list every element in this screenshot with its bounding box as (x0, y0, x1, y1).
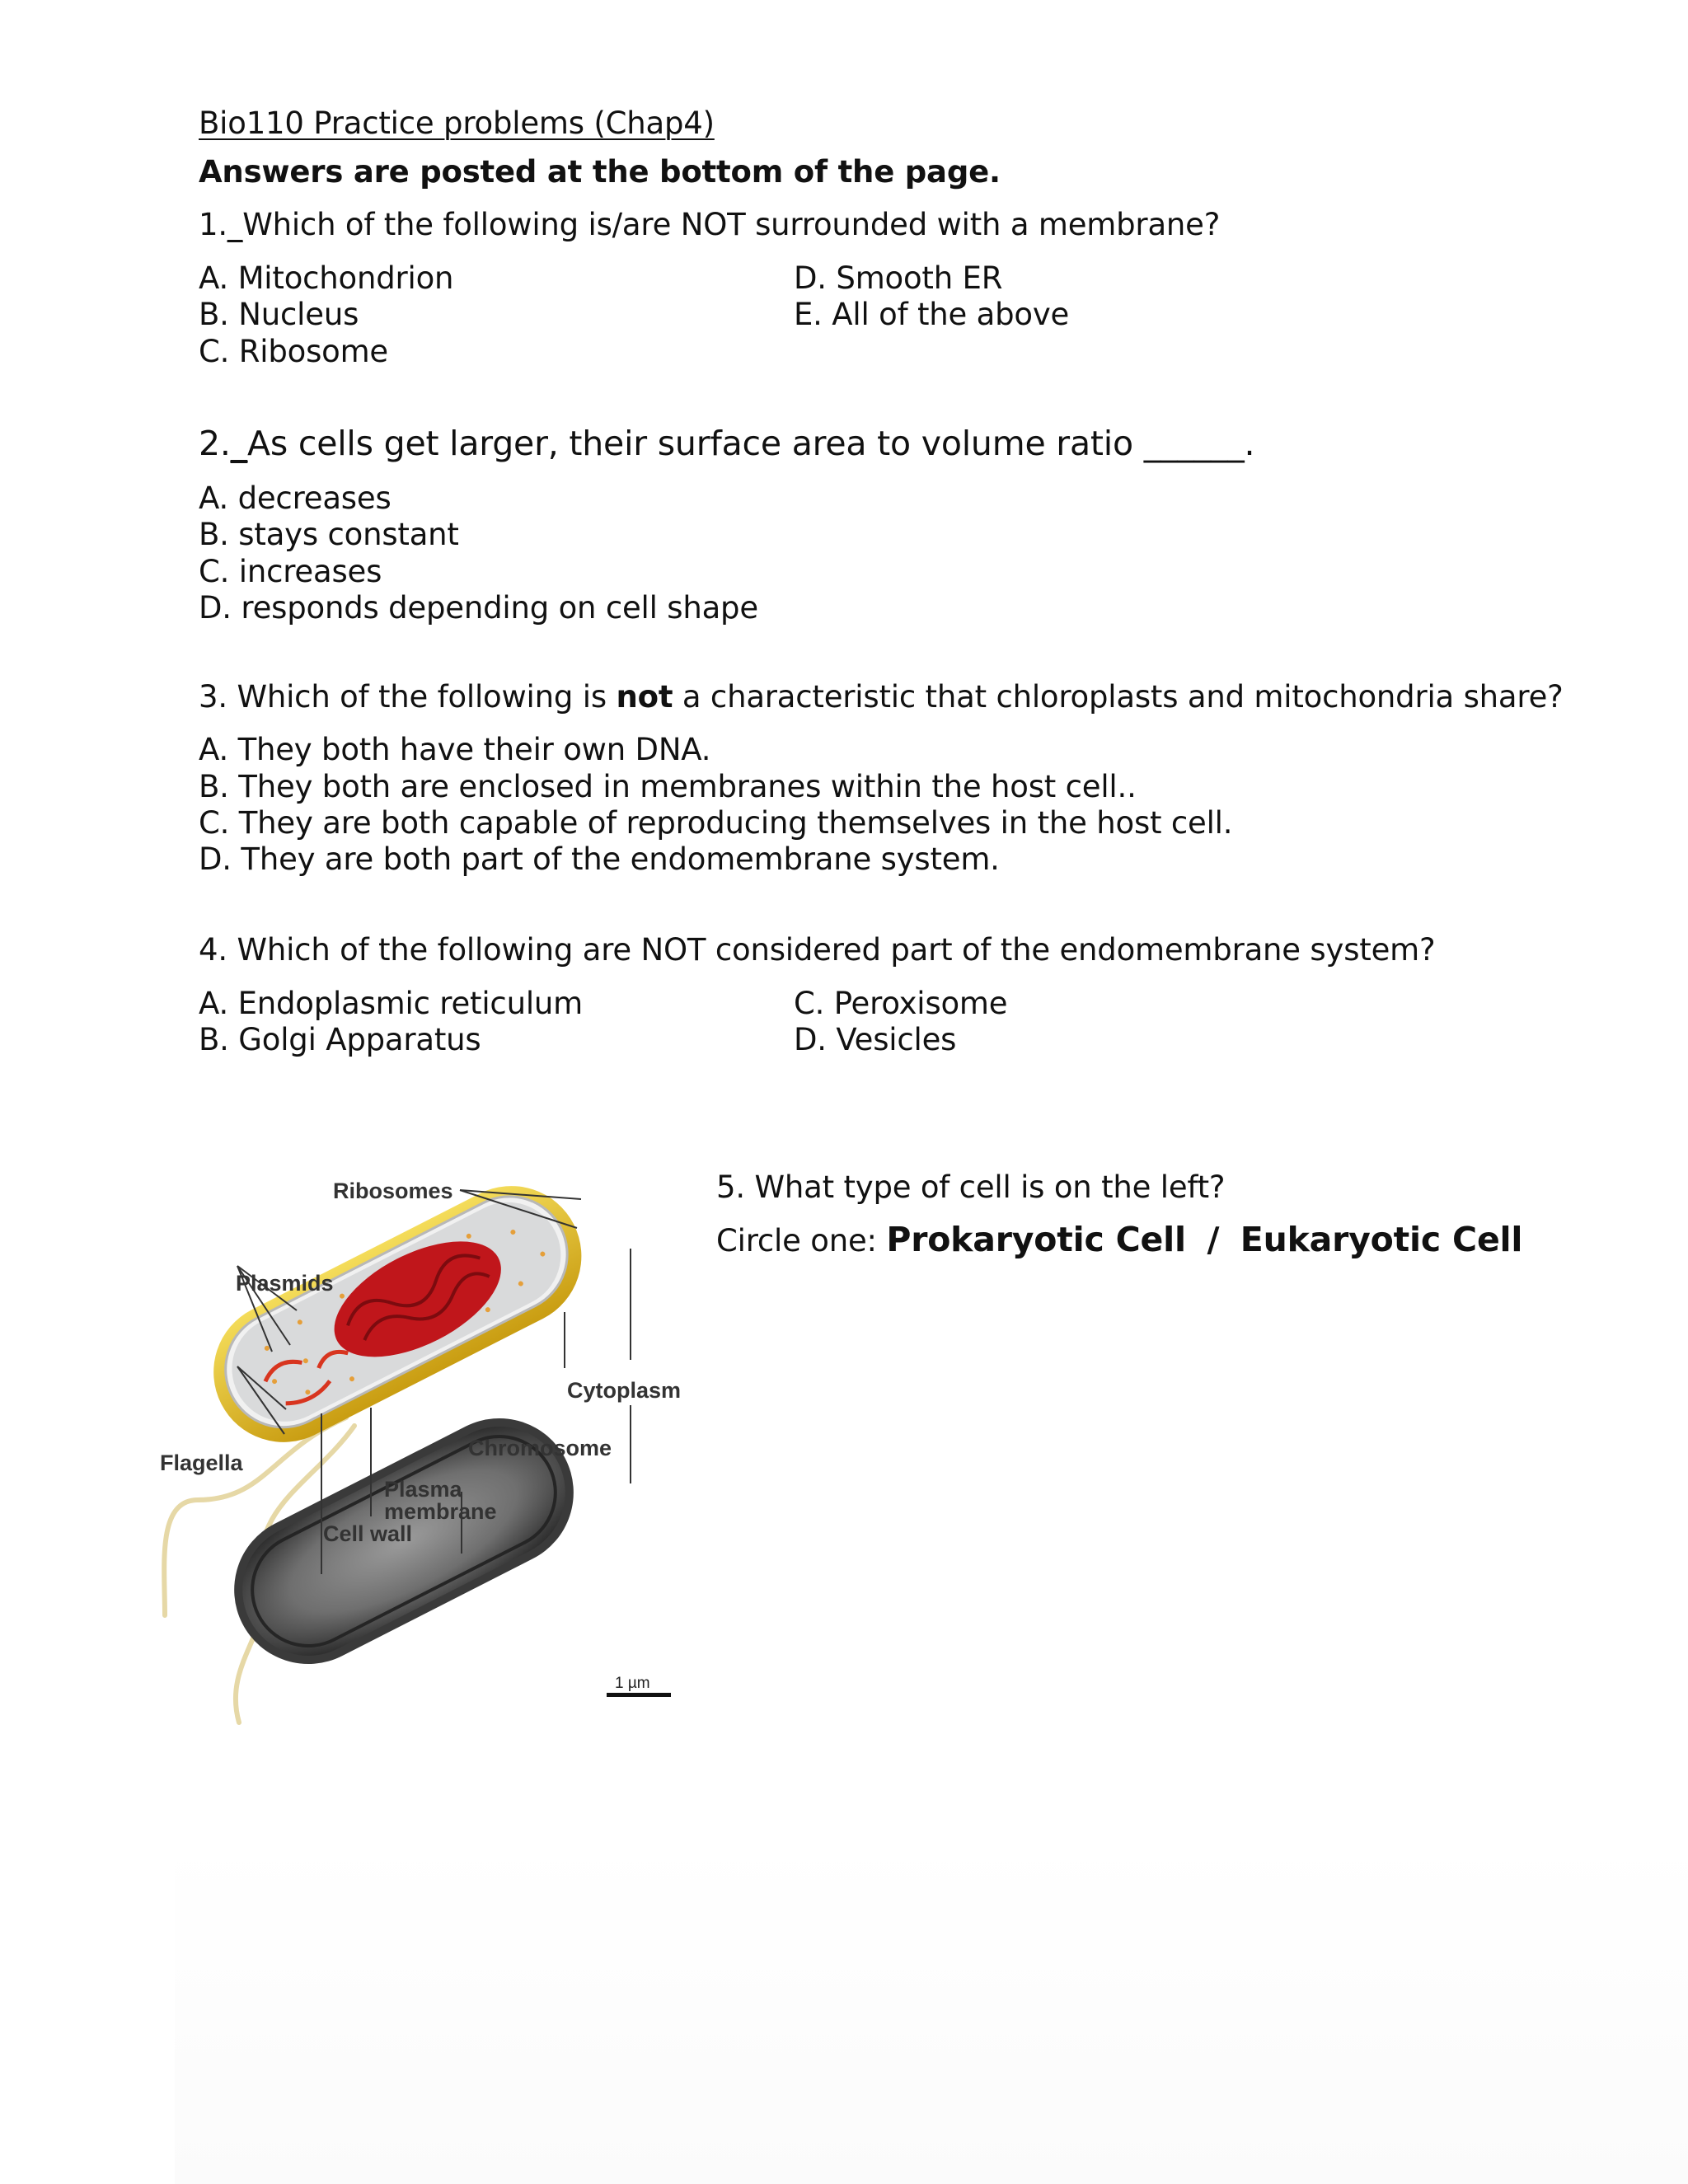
q4-option-b: B. Golgi Apparatus (199, 1022, 481, 1057)
q3-question: 3. Which of the following is not a characteristic that chloroplasts and mitochondria share? (199, 679, 1564, 715)
q1-option-a: A. Mitochondrion (199, 260, 454, 296)
label-flagella: Flagella (160, 1451, 243, 1475)
q4-question: 4. Which of the following are NOT considered part of the endomembrane system? (199, 932, 1436, 968)
prokaryotic-cell-diagram (148, 1154, 725, 1780)
scale-bar (607, 1693, 671, 1697)
answers-note: Answers are posted at the bottom of the page. (199, 154, 1001, 190)
label-plasma: Plasma (384, 1477, 462, 1502)
page-title: Bio110 Practice problems (Chap4) (199, 105, 715, 141)
q4-option-d: D. Vesicles (794, 1022, 957, 1057)
q3-option-c: C. They are both capable of reproducing themselves in the host cell. (199, 805, 1233, 841)
scale-bar-label: 1 µm (615, 1675, 650, 1692)
q2-option-b: B. stays constant (199, 517, 459, 552)
q1-option-d: D. Smooth ER (794, 260, 1003, 296)
q1-question: 1._Which of the following is/are NOT surrounded with a membrane? (199, 207, 1221, 242)
q4-option-c: C. Peroxisome (794, 986, 1008, 1021)
q3-option-d: D. They are both part of the endomembrane system. (199, 841, 1000, 877)
q3-option-b: B. They both are enclosed in membranes within the host cell.. (199, 769, 1137, 804)
page-bottom-shade (175, 1838, 1688, 2184)
q3-emphasis: not (616, 679, 673, 715)
q2-blank: ______. (1143, 424, 1255, 463)
q1-option-b: B. Nucleus (199, 297, 359, 332)
label-cytoplasm: Cytoplasm (567, 1378, 682, 1403)
label-membrane: membrane (384, 1499, 497, 1524)
q4-option-a: A. Endoplasmic reticulum (199, 986, 583, 1021)
cell-illustration (190, 1162, 606, 1466)
q5-circle-one (716, 1220, 1523, 1259)
q1-option-c: C. Ribosome (199, 334, 388, 369)
q3-option-a: A. They both have their own DNA. (199, 732, 711, 767)
label-ribosomes: Ribosomes (333, 1179, 453, 1203)
q5-question: 5. What type of cell is on the left? (716, 1169, 1226, 1205)
q5-prompt: Circle one: (716, 1223, 877, 1258)
q2-option-c: C. increases (199, 554, 382, 589)
q1-option-e: E. All of the above (794, 297, 1070, 332)
q2-option-a: A. decreases (199, 480, 392, 516)
label-chromosome: Chromosome (468, 1436, 612, 1460)
q2-option-d: D. responds depending on cell shape (199, 590, 758, 626)
choice-divider: / (1207, 1220, 1220, 1259)
label-plasmids: Plasmids (236, 1271, 334, 1296)
q2-question: 2._As cells get larger, their surface area to volume ratio ______. (199, 424, 1255, 463)
eukaryotic-choice[interactable]: Eukaryotic Cell (1240, 1220, 1523, 1259)
prokaryotic-choice[interactable]: Prokaryotic Cell (886, 1220, 1186, 1259)
label-cell-wall: Cell wall (323, 1521, 413, 1546)
